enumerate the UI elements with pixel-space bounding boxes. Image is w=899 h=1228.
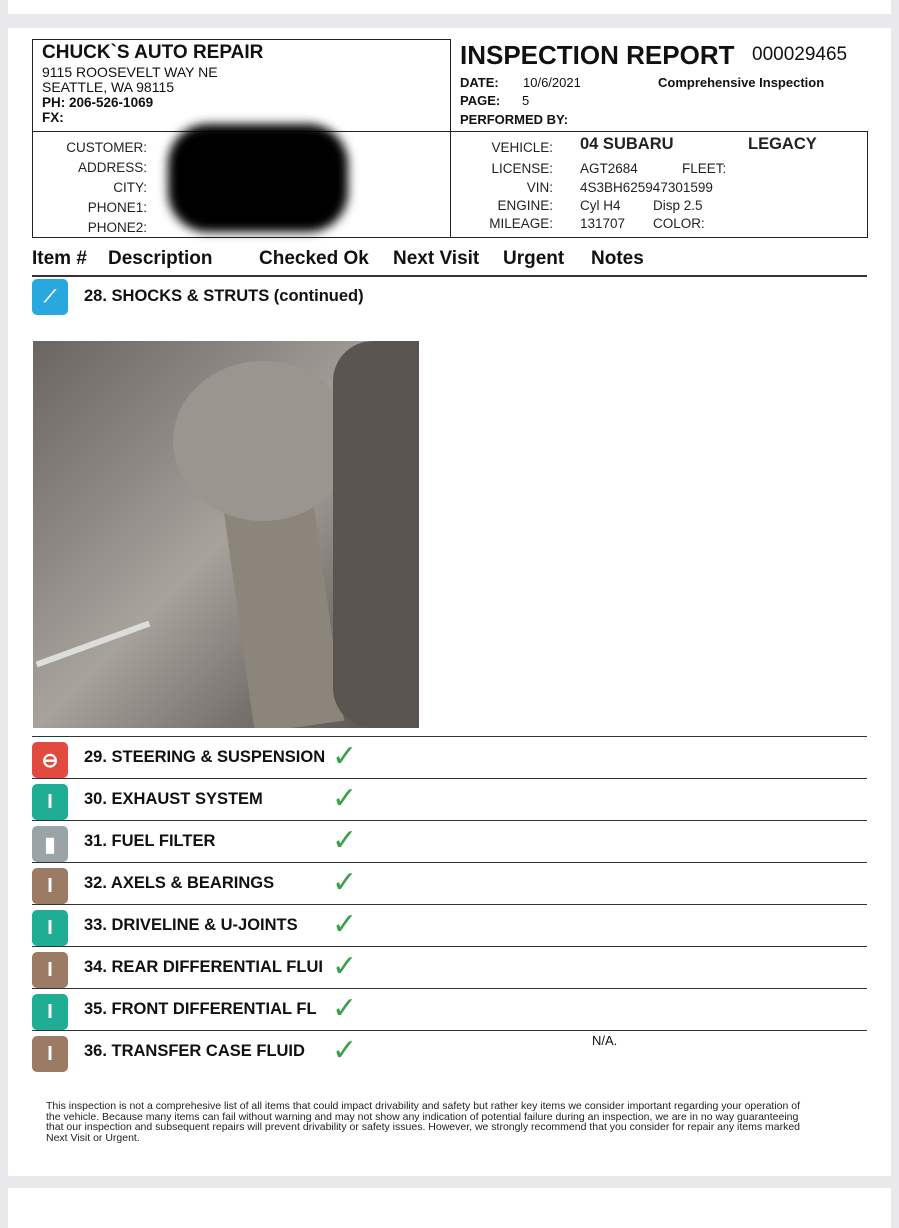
- vehicle-label: VEHICLE:: [491, 140, 553, 155]
- inspection-row: [32, 904, 867, 946]
- item-label: 33. DRIVELINE & U-JOINTS: [84, 916, 298, 934]
- color-label: COLOR:: [653, 216, 705, 231]
- shock-strut-photo[interactable]: [33, 341, 419, 728]
- page-number: 5: [522, 93, 530, 108]
- steering-wheel-icon: ⊖: [32, 742, 68, 778]
- checkmark-icon: ✓: [332, 782, 358, 815]
- report-date: 10/6/2021: [523, 75, 581, 90]
- checkmark-icon: ✓: [332, 824, 358, 857]
- axle-icon: I: [32, 910, 68, 946]
- vehicle-model: LEGACY: [748, 135, 817, 153]
- axle-icon: I: [32, 784, 68, 820]
- inspection-row: [32, 946, 867, 988]
- col-checked-ok: Checked Ok: [259, 248, 369, 269]
- address-label: ADDRESS:: [77, 160, 147, 175]
- report-number: 000029465: [752, 44, 848, 65]
- item-label: 34. REAR DIFFERENTIAL FLUI: [84, 958, 323, 976]
- item-label: 29. STEERING & SUSPENSION: [84, 748, 326, 766]
- fuel-pump-icon: ▮: [32, 826, 68, 862]
- disclaimer: This inspection is not a comprehesive list of all items that could impact drivability and safety but rather key items we consider important regarding your operation of the vehicle. Because many items can fail without warning and may not show any indication of potential failure during an inspection, we are in no way guaranteeing that our inspection and subsequent repairs will prevent drivability or safety issues. However, we strongly recommend that you consider for repair any items marked Next Visit or Urgent.: [46, 1100, 801, 1144]
- item-label: 32. AXELS & BEARINGS: [84, 874, 275, 892]
- col-next-visit: Next Visit: [393, 248, 480, 269]
- report-title: INSPECTION REPORT: [460, 40, 735, 70]
- inspection-row: [32, 988, 867, 1030]
- engine: Cyl H4: [580, 198, 621, 213]
- previous-page: [8, 0, 891, 14]
- inspection-row: [32, 862, 867, 904]
- item-notes: N/A.: [592, 1033, 618, 1048]
- phone1-label: PHONE1:: [87, 200, 147, 215]
- fax-label: FX:: [42, 110, 64, 125]
- col-description: Description: [108, 248, 213, 269]
- item-label: 30. EXHAUST SYSTEM: [84, 790, 263, 808]
- fleet-label: FLEET:: [682, 161, 727, 176]
- col-urgent: Urgent: [503, 248, 565, 269]
- col-notes: Notes: [591, 248, 644, 269]
- continued-item-label: 28. SHOCKS & STRUTS (continued): [84, 287, 364, 305]
- inspection-type: Comprehensive Inspection: [658, 75, 825, 90]
- phone2-label: PHONE2:: [87, 220, 147, 235]
- license-label: LICENSE:: [491, 161, 553, 176]
- vin-label: VIN:: [526, 180, 553, 195]
- checkmark-icon: ✓: [332, 1034, 358, 1067]
- axle-icon: I: [32, 994, 68, 1030]
- item-label: 35. FRONT DIFFERENTIAL FL: [84, 1000, 317, 1018]
- inspection-row: [32, 820, 867, 862]
- shop-name: CHUCK`S AUTO REPAIR: [42, 42, 264, 63]
- checkmark-icon: ✓: [332, 740, 358, 773]
- axle-icon: I: [32, 952, 68, 988]
- performed-by-label: PERFORMED BY:: [460, 112, 569, 127]
- col-item: Item #: [32, 248, 87, 269]
- city-label: CITY:: [113, 180, 147, 195]
- item-label: 31. FUEL FILTER: [84, 832, 216, 850]
- date-label: DATE:: [460, 75, 499, 90]
- shock-absorber-icon: ⟋: [32, 279, 68, 315]
- checkmark-icon: ✓: [332, 992, 358, 1025]
- axle-icon: I: [32, 868, 68, 904]
- inspection-row: [32, 1030, 867, 1072]
- axle-icon: I: [32, 1036, 68, 1072]
- displacement: Disp 2.5: [653, 198, 703, 213]
- phone-label: PH:: [42, 95, 66, 110]
- customer-label: CUSTOMER:: [66, 140, 147, 155]
- continued-row: [32, 275, 867, 317]
- shop-address-2: SEATTLE, WA 98115: [42, 79, 175, 95]
- checkmark-icon: ✓: [332, 908, 358, 941]
- engine-label: ENGINE:: [497, 198, 553, 213]
- checkmark-icon: ✓: [332, 866, 358, 899]
- vin: 4S3BH625947301599: [580, 180, 713, 195]
- page-label: PAGE:: [460, 93, 501, 108]
- mileage-label: MILEAGE:: [489, 216, 553, 231]
- next-page: [8, 1188, 891, 1228]
- redaction-blob: [168, 124, 348, 232]
- mileage: 131707: [580, 216, 626, 231]
- shop-address-1: 9115 ROOSEVELT WAY NE: [42, 64, 218, 80]
- license: AGT2684: [580, 161, 638, 176]
- inspection-row: [32, 778, 867, 820]
- inspection-row: [32, 736, 867, 778]
- checkmark-icon: ✓: [332, 950, 358, 983]
- shop-phone: 206-526-1069: [69, 95, 154, 110]
- item-label: 36. TRANSFER CASE FLUID: [84, 1042, 305, 1060]
- vehicle-year-make: 04 SUBARU: [580, 135, 674, 153]
